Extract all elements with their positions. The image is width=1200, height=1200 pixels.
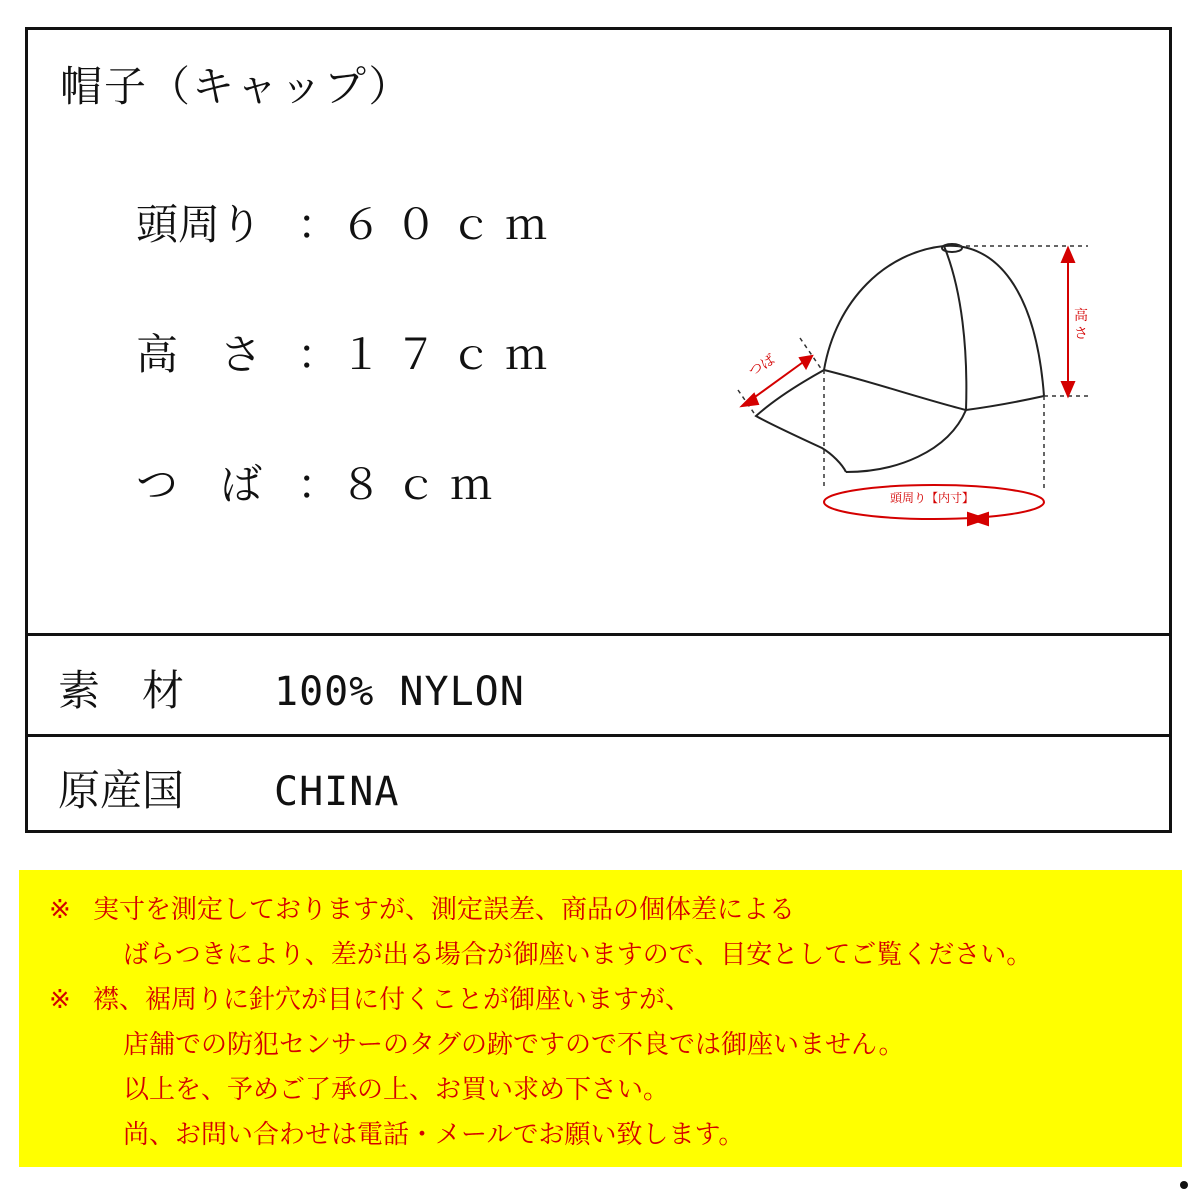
- spec-colon: ：: [296, 330, 339, 379]
- spec-value: １７ｃｍ: [340, 330, 561, 379]
- notice-line: [49, 978, 1182, 1023]
- material-value: 100% NYLON: [274, 669, 525, 715]
- notice-line: [49, 888, 1182, 933]
- spec-label: 高 さ: [136, 330, 263, 379]
- notice-text: 実寸を測定しておりますが、測定誤差、商品の個体差による: [93, 895, 796, 925]
- cap-lower-edge: [846, 410, 966, 472]
- spec-height: [136, 322, 560, 382]
- notice-text: 尚、お問い合わせは電話・メールでお願い致します。: [123, 1120, 745, 1150]
- notice-text: ばらつきにより、差が出る場合が御座いますので、目安としてご覧ください。: [123, 940, 1033, 970]
- divider: [28, 633, 1169, 636]
- origin-row: [58, 758, 399, 818]
- notice-line: [49, 1068, 1182, 1113]
- material-label: 素 材: [58, 666, 185, 715]
- spec-colon: ：: [296, 200, 339, 249]
- notice-text: 店舗での防犯センサーのタグの跡ですので不良では御座いません。: [123, 1030, 905, 1060]
- notice-text: 襟、裾周りに針穴が目に付くことが御座いますが、: [93, 985, 692, 1015]
- notice-mark: ※: [49, 895, 71, 925]
- spec-brim: [136, 452, 505, 512]
- spec-label: つ ば: [136, 460, 263, 509]
- page-title: 帽子（キャップ）: [60, 62, 413, 111]
- spec-colon: ：: [296, 460, 339, 509]
- cap-crown-outline: [824, 246, 1044, 396]
- notice-line: [49, 933, 1182, 978]
- divider: [28, 734, 1169, 737]
- brim-label: つば: [745, 351, 779, 381]
- notice-mark: ※: [49, 985, 71, 1015]
- corner-dot: [1180, 1181, 1188, 1189]
- spec-circumference: [136, 192, 560, 252]
- notice-text: 以上を、予めご了承の上、お買い求め下さい。: [123, 1075, 670, 1105]
- spec-table: [25, 27, 1172, 833]
- cap-panel-seam: [944, 246, 966, 410]
- spec-value: ８ｃｍ: [340, 460, 506, 509]
- height-label-2: さ: [1074, 326, 1088, 342]
- material-row: [58, 658, 525, 718]
- origin-value: CHINA: [274, 769, 400, 815]
- height-label-1: 高: [1074, 308, 1088, 324]
- circumference-label: 頭周り【内寸】: [890, 491, 975, 505]
- spec-value: ６０ｃｍ: [340, 200, 561, 249]
- cap-diagram: [696, 210, 1116, 540]
- spec-label: 頭周り: [136, 200, 263, 249]
- origin-label: 原産国: [58, 766, 185, 815]
- notice-line: [49, 1113, 1182, 1158]
- notice-line: [49, 1023, 1182, 1068]
- cap-band-seam: [824, 370, 1044, 410]
- notice-box: [19, 870, 1182, 1167]
